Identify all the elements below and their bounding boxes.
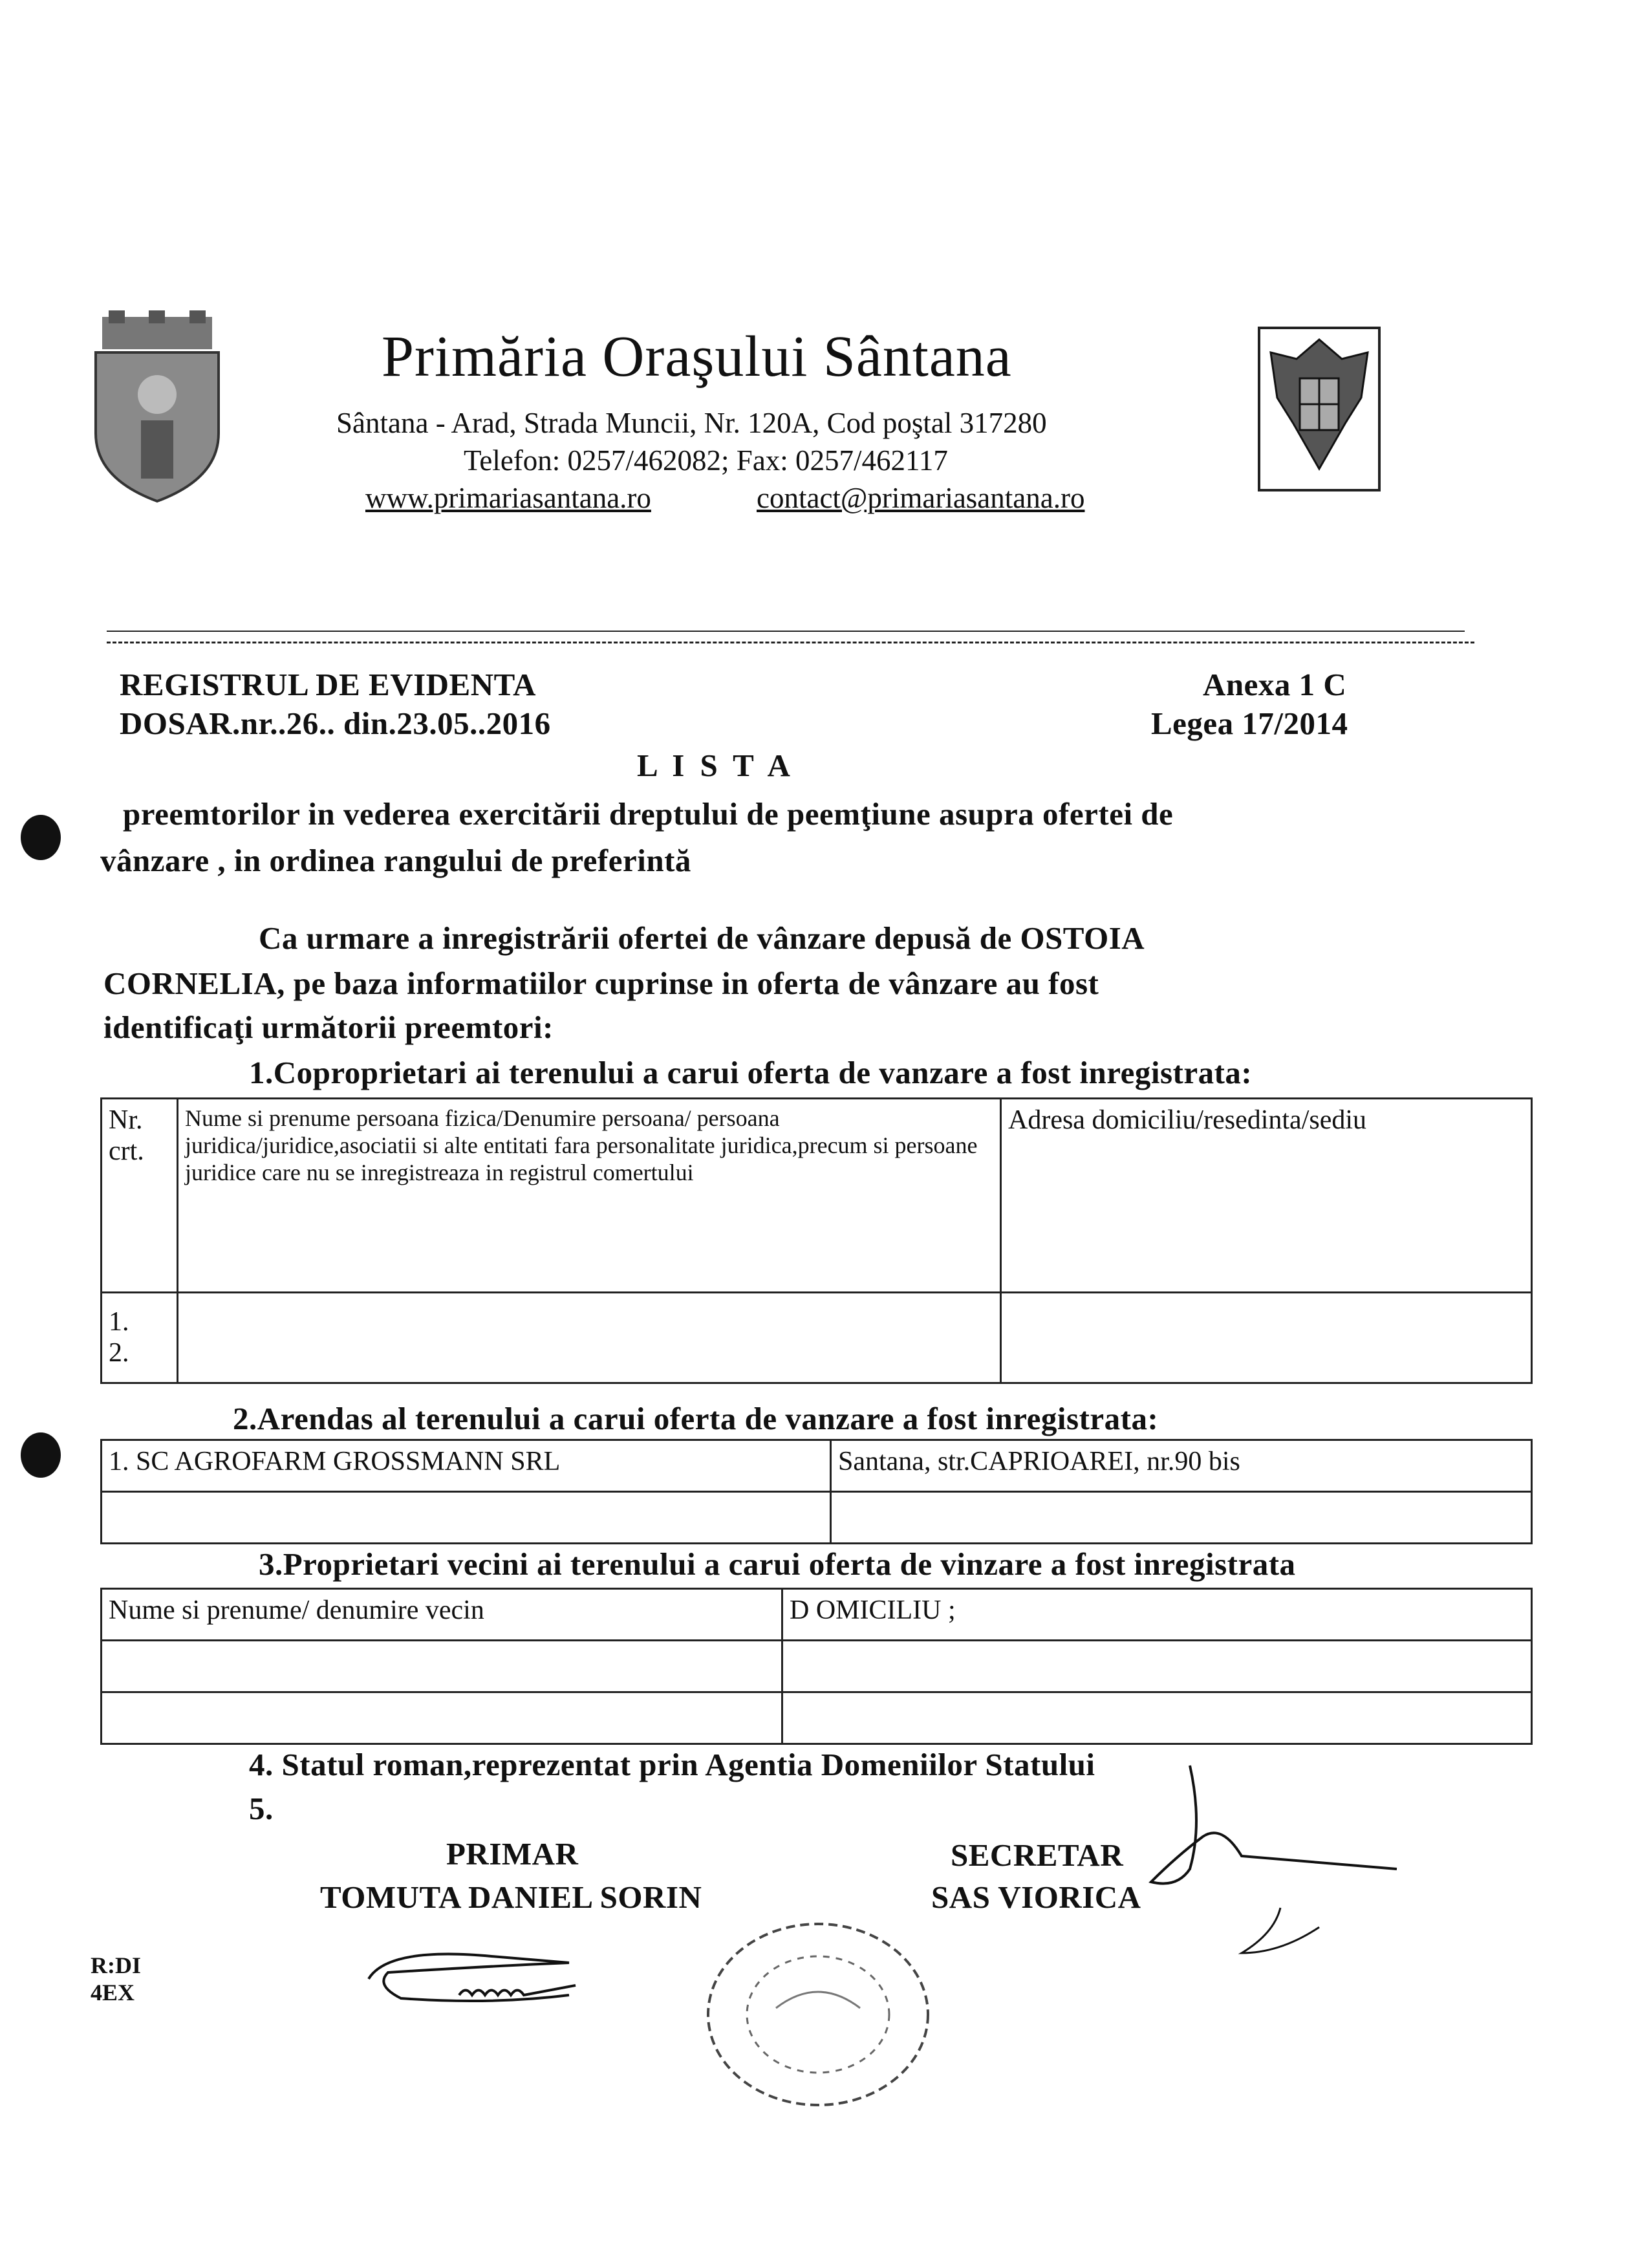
list-heading: L I S T A: [637, 748, 794, 783]
footer-ref-1: R:DI: [91, 1952, 141, 1978]
table-cell: [178, 1293, 1001, 1383]
registry-title: REGISTRUL DE EVIDENTA: [120, 667, 537, 702]
secretary-signature-icon: [1112, 1759, 1410, 1966]
footer-ref-2: 4EX: [91, 1980, 135, 2005]
tenant-address: Santana, str.CAPRIOAREI, nr.90 bis: [831, 1440, 1532, 1492]
table-cell: [1001, 1293, 1532, 1383]
punch-hole-mark: [21, 815, 61, 860]
table-cell: [102, 1692, 782, 1744]
table-cell: [782, 1641, 1532, 1692]
table-row: [102, 1440, 1532, 1492]
institution-address: Sântana - Arad, Strada Muncii, Nr. 120A, Cod poştal 317280: [336, 407, 1047, 439]
law-reference: Legea 17/2014: [1151, 706, 1348, 741]
header-divider-dashed: [107, 642, 1474, 643]
item-4: 4. Statul roman,reprezentat prin Agentia Domeniilor Statului: [249, 1747, 1095, 1782]
romania-coat-of-arms-icon: [1258, 327, 1381, 491]
table-cell: [831, 1492, 1532, 1544]
table-row: [102, 1692, 1532, 1744]
punch-hole-mark: [21, 1432, 61, 1478]
email-link[interactable]: contact@primariasantana.ro: [757, 482, 1085, 514]
column-header-name: Nume si prenume persoana fizica/Denumire persoana/ persoana juridica/juridice,asociatii si alte entitati fara personalitate juridica,precum si persoane juridice care nu se inregistreaza in registrul comertului: [178, 1099, 1001, 1293]
column-header-address: Adresa domiciliu/resedinta/sediu: [1001, 1099, 1532, 1293]
table-row: [102, 1589, 1532, 1641]
row-numbers: [102, 1293, 178, 1383]
intro-line1: Ca urmare a inregistrării ofertei de vânzare depusă de OSTOIA: [259, 920, 1145, 956]
tenant-name: 1. SC AGROFARM GROSSMANN SRL: [102, 1440, 831, 1492]
mayor-signature-icon: [362, 1934, 608, 2018]
section3-heading: 3.Proprietari vecini ai terenului a carui oferta de vinzare a fost inregistrata: [259, 1546, 1296, 1582]
secretary-name: SAS VIORICA: [931, 1879, 1141, 1915]
column-header-nr: [102, 1099, 178, 1293]
table-row: [102, 1641, 1532, 1692]
website-link[interactable]: www.primariasantana.ro: [365, 482, 651, 514]
section1-heading: 1.Coproprietari ai terenului a carui oferta de vanzare a fost inregistrata:: [249, 1055, 1253, 1090]
column-header-domicile: D OMICILIU ;: [782, 1589, 1532, 1641]
institution-phone: Telefon: 0257/462082; Fax: 0257/462117: [464, 444, 948, 477]
nr-label: Nr.: [109, 1105, 143, 1135]
section2-heading: 2.Arendas al terenului a carui oferta de vanzare a fost inregistrata:: [233, 1401, 1159, 1436]
table-cell: [782, 1692, 1532, 1744]
official-stamp-icon: [698, 1917, 938, 2111]
table-cell: [102, 1641, 782, 1692]
list-subtitle-line1: preemtorilor in vederea exercitării dreptului de peemţiune asupra ofertei de: [123, 796, 1174, 832]
row-number: 1.: [109, 1307, 129, 1337]
list-subtitle-line2: vânzare , in ordinea rangului de preferintă: [100, 843, 691, 878]
intro-line3: identificaţi următorii preemtori:: [103, 1010, 554, 1045]
neighbours-table: [100, 1588, 1533, 1745]
tenant-table: [100, 1439, 1533, 1544]
annex-label: Anexa 1 C: [1203, 667, 1347, 702]
crt-label: crt.: [109, 1136, 144, 1166]
co-owners-table: [100, 1097, 1533, 1384]
town-coat-of-arms-icon: [89, 310, 225, 504]
table-cell: [102, 1492, 831, 1544]
institution-title: Primăria Oraşului Sântana: [382, 325, 1012, 389]
dosar-number: DOSAR.nr..26.. din.23.05..2016: [120, 706, 551, 741]
intro-line2: CORNELIA, pe baza informatiilor cuprinse in oferta de vânzare au fost: [103, 966, 1099, 1001]
table-row: [102, 1293, 1532, 1383]
table-row: [102, 1492, 1532, 1544]
mayor-title: PRIMAR: [446, 1836, 579, 1872]
row-number: 2.: [109, 1338, 129, 1368]
secretary-title: SECRETAR: [951, 1837, 1124, 1873]
item-5: 5.: [249, 1791, 274, 1826]
column-header-neighbour: Nume si prenume/ denumire vecin: [102, 1589, 782, 1641]
header-divider: [107, 631, 1465, 632]
mayor-name: TOMUTA DANIEL SORIN: [320, 1879, 702, 1915]
